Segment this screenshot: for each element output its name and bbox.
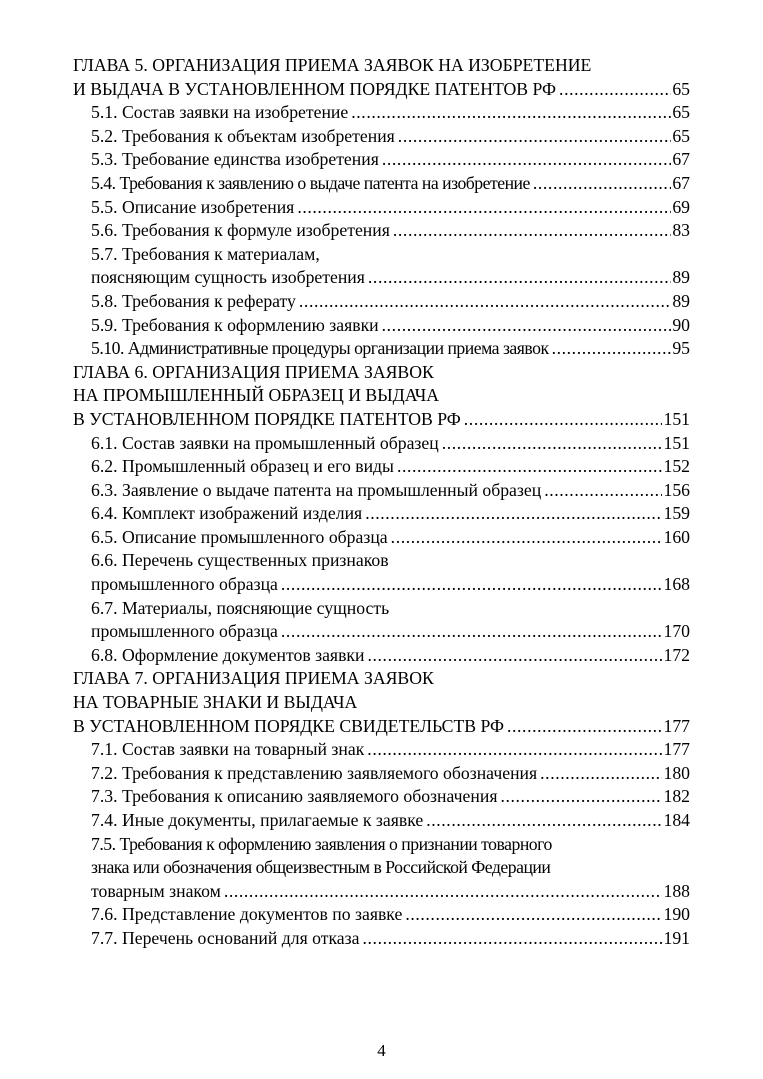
toc-page-number: 95 <box>672 338 690 359</box>
dot-leader <box>552 337 672 361</box>
toc-page-number: 151 <box>663 408 690 429</box>
toc-entry-title: промышленного образца <box>91 574 278 595</box>
toc-entry-title: 5.5. Описание изобретения <box>91 196 295 217</box>
toc-section-line <box>73 620 690 644</box>
toc-page-number: 65 <box>672 102 690 123</box>
dot-leader <box>533 172 671 196</box>
dot-leader <box>391 526 663 550</box>
toc-entry-title: НА ТОВАРНЫЕ ЗНАКИ И ВЫДАЧА <box>73 692 358 713</box>
table-of-contents <box>73 54 690 951</box>
toc-entry-title: ГЛАВА 5. ОРГАНИЗАЦИЯ ПРИЕМА ЗАЯВОК НА ИЗОБРЕТЕНИЕ <box>73 55 592 75</box>
toc-section-line <box>73 196 690 220</box>
dot-leader <box>281 573 663 597</box>
toc-chapter-line <box>73 384 690 408</box>
toc-section-line <box>73 314 690 338</box>
toc-page-number: 69 <box>672 196 690 217</box>
toc-chapter-line <box>73 667 690 691</box>
toc-entry-title: 6.1. Состав заявки на промышленный образец <box>91 432 439 453</box>
toc-section-line <box>73 549 690 573</box>
toc-entry-title: ГЛАВА 6. ОРГАНИЗАЦИЯ ПРИЕМА ЗАЯВОК <box>73 361 434 382</box>
toc-chapter-line <box>73 78 690 102</box>
toc-entry-title: 6.5. Описание промышленного образца <box>91 526 388 547</box>
toc-page-number: 177 <box>663 715 690 736</box>
toc-entry-title: 6.2. Промышленный образец и его виды <box>91 456 394 477</box>
toc-chapter-line <box>73 54 690 78</box>
dot-leader <box>367 644 662 668</box>
toc-section-line <box>73 243 690 267</box>
toc-page-number: 89 <box>672 267 690 288</box>
toc-page-number: 65 <box>672 125 690 146</box>
dot-leader <box>351 101 671 125</box>
toc-page-number: 65 <box>672 78 690 99</box>
toc-page-number: 184 <box>663 810 690 830</box>
toc-chapter-line <box>73 691 690 715</box>
toc-page-number: 172 <box>663 644 690 665</box>
toc-section-line <box>73 903 690 927</box>
toc-section-line <box>73 597 690 621</box>
toc-page-number: 180 <box>663 762 690 783</box>
toc-section-line <box>73 927 690 951</box>
toc-section-line <box>73 455 690 479</box>
toc-page-number: 160 <box>663 526 690 547</box>
toc-entry-title: 7.2. Требования к представлению заявляемого обозначения <box>91 762 538 783</box>
toc-section-line <box>73 337 690 361</box>
toc-entry-title: И ВЫДАЧА В УСТАНОВЛЕННОМ ПОРЯДКЕ ПАТЕНТОВ РФ <box>73 78 557 99</box>
dot-leader <box>367 738 662 762</box>
toc-entry-title: 5.9. Требования к оформлению заявки <box>91 314 379 335</box>
toc-section-line <box>73 266 690 290</box>
toc-entry-title: промышленного образца <box>91 621 278 642</box>
toc-entry-title: 6.3. Заявление о выдаче патента на промышленный образец <box>91 479 542 500</box>
toc-entry-title: 7.7. Перечень оснований для отказа <box>91 927 360 948</box>
dot-leader <box>297 196 671 220</box>
toc-chapter-line <box>73 408 690 432</box>
toc-entry-title: 5.3. Требование единства изобретения <box>91 149 379 170</box>
toc-entry-title: товарным знаком <box>91 880 221 901</box>
toc-page-number: 168 <box>663 574 690 595</box>
toc-page-number: 83 <box>672 220 690 241</box>
toc-entry-title: 6.8. Оформление документов заявки <box>91 644 365 665</box>
toc-entry-title: 6.7. Материалы, поясняющие сущность <box>91 597 390 618</box>
toc-section-line <box>73 290 690 314</box>
toc-section-line <box>73 432 690 456</box>
toc-entry-title: В УСТАНОВЛЕННОМ ПОРЯДКЕ ПАТЕНТОВ РФ <box>73 408 461 429</box>
toc-section-line <box>73 762 690 786</box>
toc-page-number: 191 <box>663 927 690 948</box>
dot-leader <box>281 620 663 644</box>
toc-entry-title: поясняющим сущность изобретения <box>91 267 365 288</box>
toc-entry-title: 7.3. Требования к описанию заявляемого обозначения <box>91 786 498 807</box>
toc-section-line <box>73 809 690 833</box>
dot-leader <box>426 809 662 833</box>
toc-page-number: 159 <box>663 503 690 524</box>
toc-entry-title: 7.6. Представление документов по заявке <box>91 904 403 925</box>
toc-page-number: 156 <box>663 479 690 500</box>
toc-section-line <box>73 101 690 125</box>
dot-leader <box>382 148 671 172</box>
dot-leader <box>442 432 663 456</box>
toc-entry-title: 6.6. Перечень существенных признаков <box>91 550 389 571</box>
dot-leader <box>299 290 671 314</box>
toc-section-line <box>73 148 690 172</box>
dot-leader <box>398 125 672 149</box>
dot-leader <box>507 715 662 739</box>
toc-section-line <box>73 526 690 550</box>
toc-section-line <box>73 502 690 526</box>
toc-section-line <box>73 573 690 597</box>
dot-leader <box>368 266 671 290</box>
toc-entry-title: 6.4. Комплект изображений изделия <box>91 503 363 524</box>
toc-section-line <box>73 172 690 196</box>
toc-entry-title: 7.5. Требования к оформлению заявления о признании товарного <box>91 833 552 854</box>
toc-page-number: 170 <box>663 621 690 642</box>
toc-chapter-line <box>73 361 690 385</box>
toc-section-line <box>73 479 690 503</box>
toc-section-line <box>73 880 690 904</box>
dot-leader <box>397 455 663 479</box>
toc-section-line <box>73 856 690 880</box>
toc-entry-title: 7.4. Иные документы, прилагаемые к заявке <box>91 810 424 830</box>
dot-leader <box>393 219 671 243</box>
dot-leader <box>382 314 672 338</box>
toc-entry-title: НА ПРОМЫШЛЕННЫЙ ОБРАЗЕЦ И ВЫДАЧА <box>73 385 440 406</box>
dot-leader <box>559 78 671 102</box>
dot-leader <box>500 785 662 809</box>
page-number: 4 <box>377 1041 386 1060</box>
toc-section-line <box>73 833 690 857</box>
toc-entry-title: 7.1. Состав заявки на товарный знак <box>91 739 365 760</box>
dot-leader <box>405 903 662 927</box>
dot-leader <box>464 408 663 432</box>
toc-entry-title: 5.6. Требования к формуле изобретения <box>91 220 390 241</box>
toc-section-line <box>73 738 690 762</box>
toc-entry-title: 5.1. Состав заявки на изобретение <box>91 102 349 123</box>
toc-entry-title: 5.8. Требования к реферату <box>91 290 296 311</box>
toc-section-line <box>73 219 690 243</box>
dot-leader <box>365 502 662 526</box>
dot-leader <box>544 479 662 503</box>
toc-section-line <box>73 785 690 809</box>
toc-entry-title: 5.4. Требования к заявлению о выдаче патента на изобретение <box>91 172 530 193</box>
toc-page-number: 67 <box>672 172 690 193</box>
toc-page-number: 90 <box>672 314 690 335</box>
toc-page-number: 89 <box>672 290 690 311</box>
toc-entry-title: 5.7. Требования к материалам, <box>91 243 320 264</box>
toc-entry-title: ГЛАВА 7. ОРГАНИЗАЦИЯ ПРИЕМА ЗАЯВОК <box>73 668 434 689</box>
toc-page-number: 151 <box>663 432 690 453</box>
toc-chapter-line <box>73 715 690 739</box>
toc-entry-title: знака или обозначения общеизвестным в Российской Федерации <box>91 857 551 878</box>
toc-page-number: 190 <box>663 904 690 925</box>
toc-section-line <box>73 125 690 149</box>
toc-page-number: 182 <box>663 786 690 807</box>
dot-leader <box>540 762 662 786</box>
toc-entry-title: 5.10. Административные процедуры организации приема заявок <box>91 338 549 359</box>
toc-page-number: 67 <box>672 149 690 170</box>
dot-leader <box>363 927 663 951</box>
toc-section-line <box>73 644 690 668</box>
toc-page-number: 152 <box>663 456 690 477</box>
toc-page-number: 188 <box>663 880 690 901</box>
toc-page-number: 177 <box>663 739 690 760</box>
toc-entry-title: 5.2. Требования к объектам изобретения <box>91 125 395 146</box>
dot-leader <box>224 880 663 904</box>
toc-entry-title: В УСТАНОВЛЕННОМ ПОРЯДКЕ СВИДЕТЕЛЬСТВ РФ <box>73 715 504 736</box>
